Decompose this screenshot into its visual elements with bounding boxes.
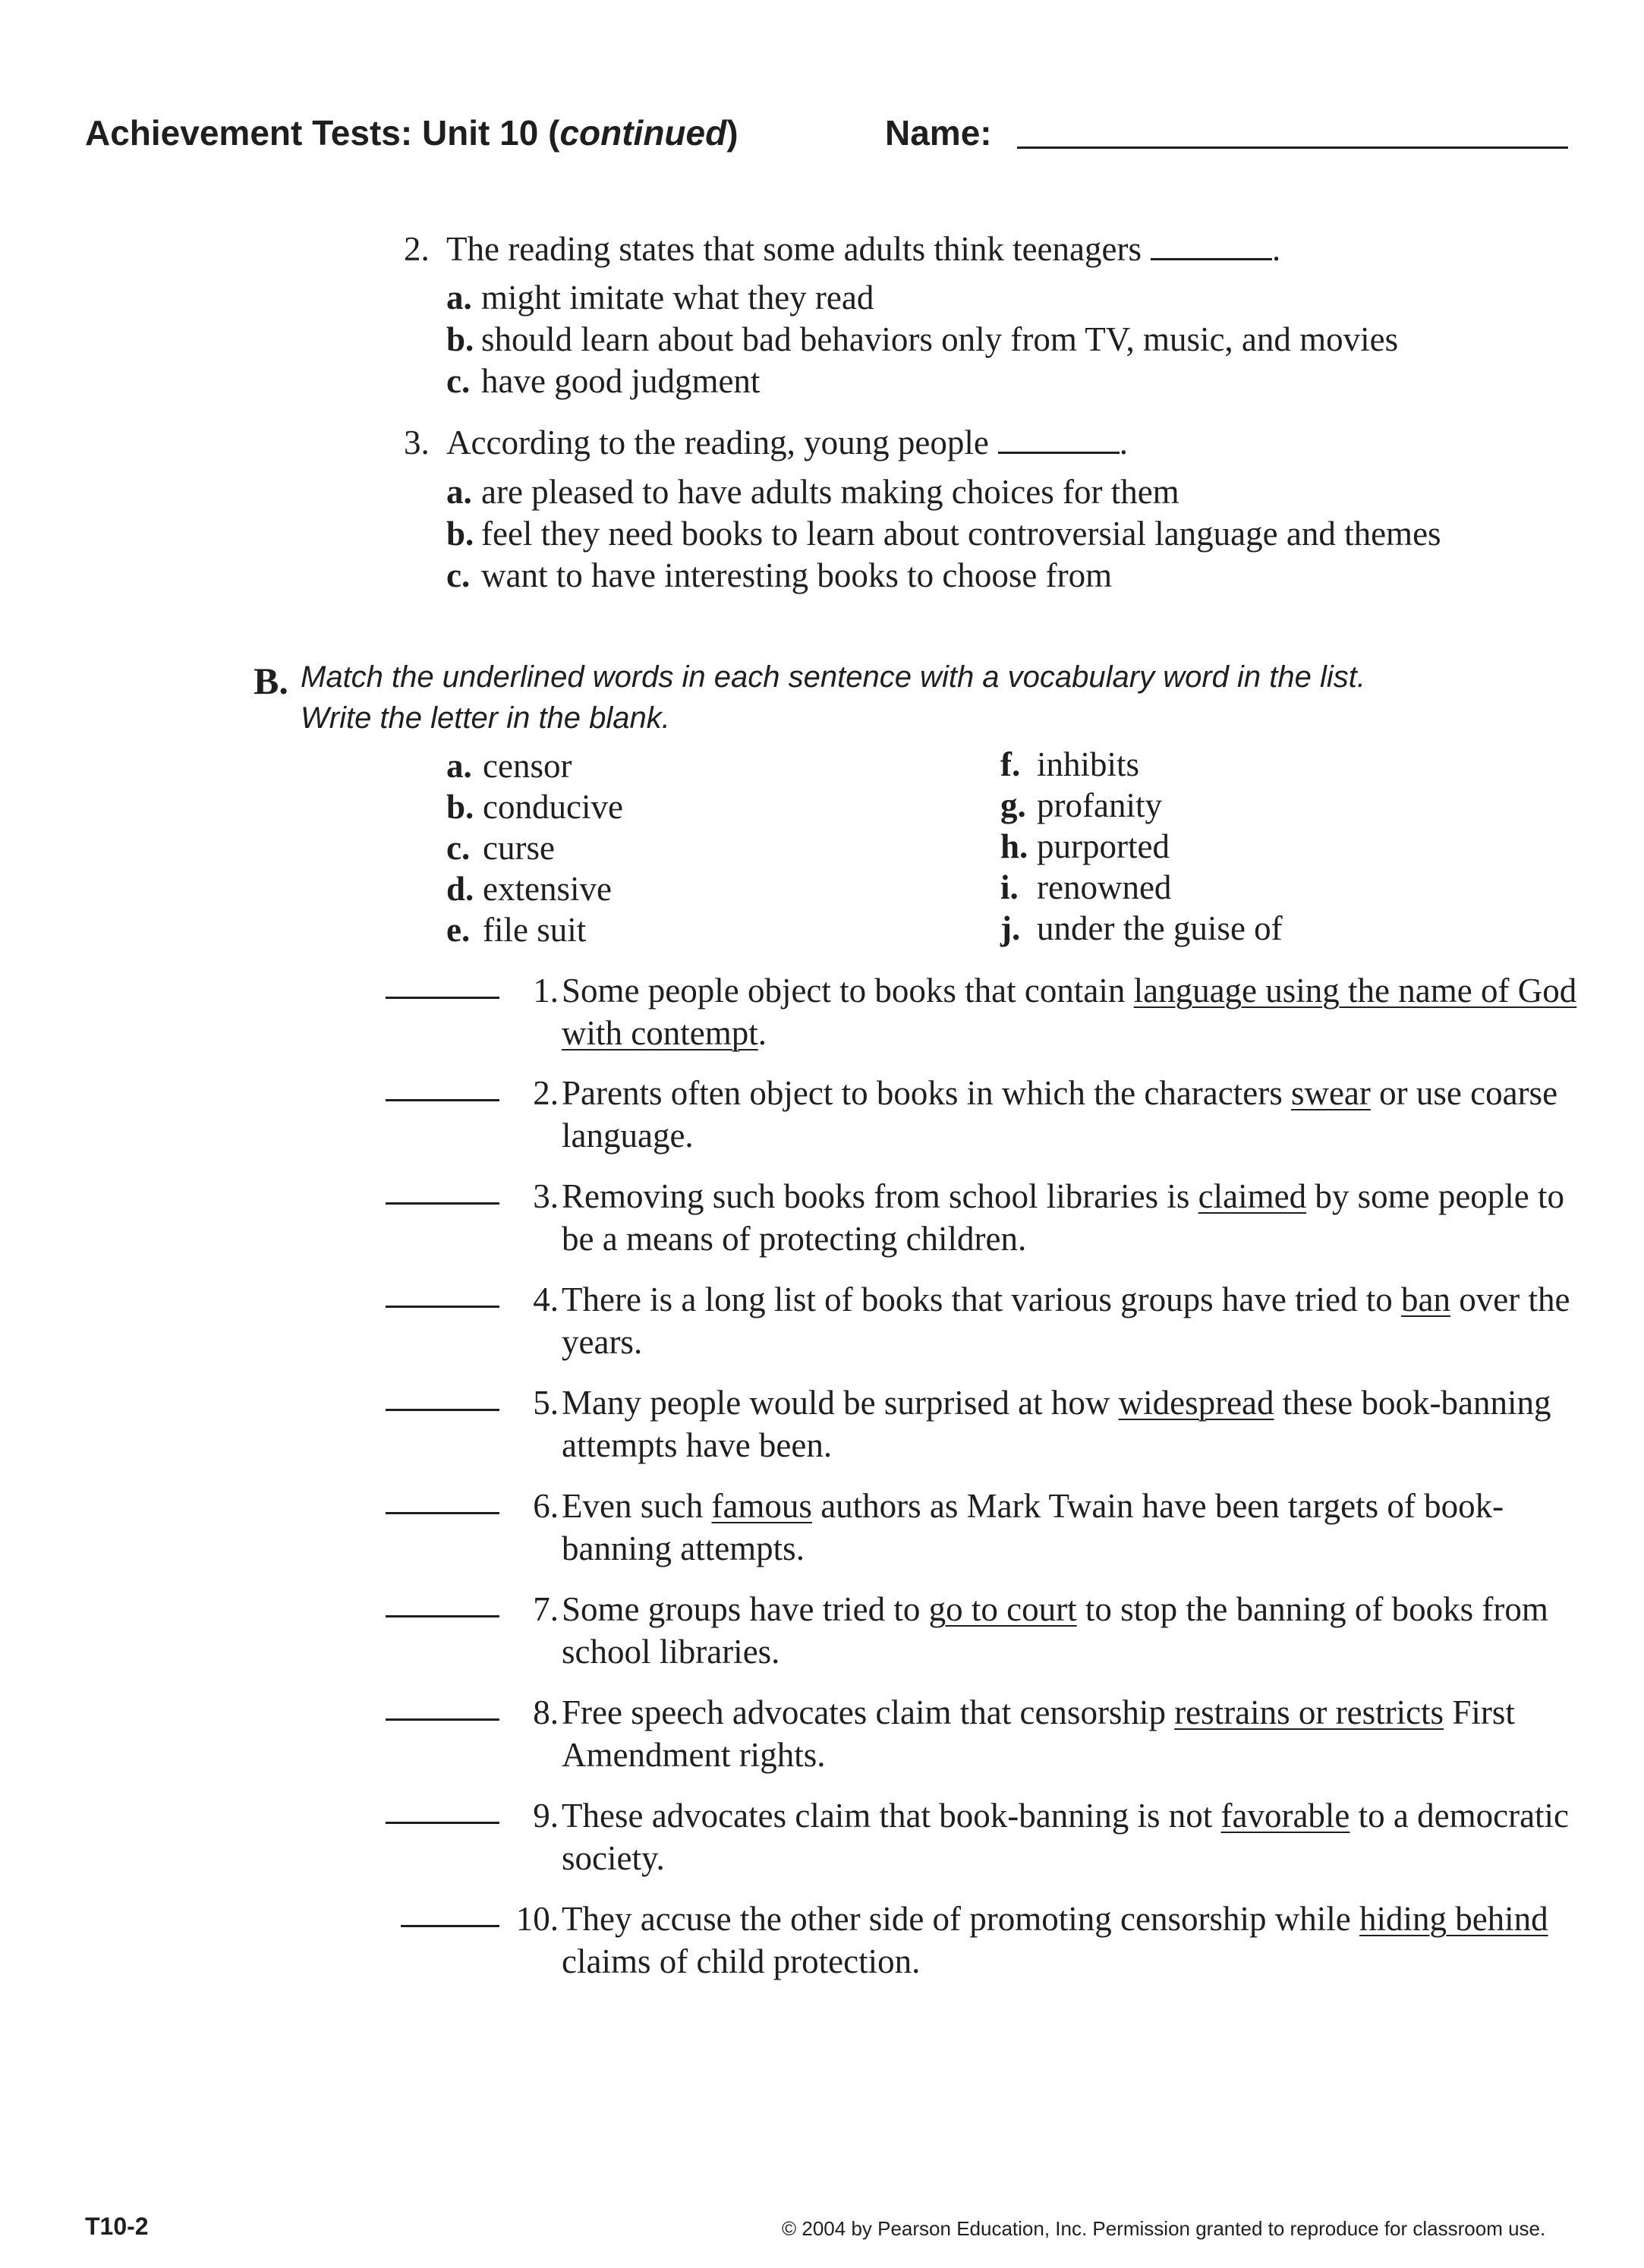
stem-end: . [1271,230,1281,268]
item-number: 1. [533,972,559,1010]
text-after: these book-banning attempts have been. [562,1384,1551,1464]
underlined-phrase: hiding behind [1359,1900,1548,1938]
item-number: 9. [533,1797,559,1835]
option-text: feel they need books to learn about controversial language and themes [481,515,1441,553]
vocab-letter: d. [446,870,474,908]
vocab-letter: i. [1000,868,1019,906]
vocab-letter: g. [1000,786,1026,824]
text-before: Many people would be surprised at how [562,1384,1119,1422]
item-text [562,1278,1579,1363]
stem-end: . [1119,424,1129,461]
option-text: have good judgment [481,362,761,400]
item-number: 10. [515,1900,559,1938]
vocab-item-j [1000,908,1283,950]
vocab-letter: h. [1000,827,1028,865]
title-text: Achievement Tests: Unit 10 ( [85,113,560,153]
vocab-item-a [446,745,572,787]
answer-blank[interactable] [998,423,1120,454]
option-b [446,512,1441,555]
text-before: They accuse the other side of promoting censorship while [562,1900,1359,1938]
option-letter: a. [446,279,472,317]
option-b [446,318,1398,361]
vocab-word: file suit [483,911,587,949]
section-b-instruction-2: Write the letter in the blank. [301,701,670,735]
vocab-letter: f. [1000,745,1021,783]
text-after: or use coarse language. [562,1074,1558,1154]
vocab-letter: c. [446,829,471,867]
option-letter: b. [446,515,474,553]
text-before: These advocates claim that book-banning is not [562,1797,1221,1835]
vocab-word: under the guise of [1037,909,1283,947]
stem-text: The reading states that some adults think teenagers [446,230,1142,268]
page-title [85,112,739,153]
vocab-letter: b. [446,788,474,826]
question-stem [446,228,1280,270]
item-number: 2. [533,1074,559,1112]
answer-blank[interactable] [1151,229,1272,260]
vocab-item-e [446,909,586,951]
page-code: T10-2 [85,2213,149,2240]
copyright-notice: © 2004 by Pearson Education, Inc. Permission granted to reproduce for classroom use. [782,2217,1546,2240]
question-stem [446,421,1128,464]
item-number: 4. [533,1280,559,1318]
vocab-item-f [1000,744,1139,786]
text-before: Some people object to books that contain [562,972,1134,1010]
text-after: to stop the banning of books from school libraries. [562,1590,1548,1671]
stem-text: According to the reading, young people [446,424,989,461]
text-after: claims of child protection. [562,1942,921,1980]
underlined-phrase: go to court [928,1590,1077,1628]
item-text [562,1588,1579,1673]
vocab-letter: j. [1000,909,1021,947]
item-text [562,969,1579,1054]
title-close: ) [726,113,739,153]
answer-blank[interactable] [386,997,499,999]
option-letter: b. [446,320,474,358]
option-text: are pleased to have adults making choices for them [481,473,1179,511]
vocab-letter: a. [446,747,472,785]
vocab-word: renowned [1037,868,1172,906]
text-before: Even such [562,1487,712,1525]
option-a [446,471,1179,513]
vocab-word: extensive [483,870,612,908]
vocab-letter: e. [446,911,471,949]
underlined-phrase: favorable [1220,1797,1350,1835]
option-letter: c. [446,362,471,400]
vocab-item-g [1000,785,1162,827]
option-letter: a. [446,473,472,511]
vocab-item-b [446,786,623,828]
title-italic: continued [559,113,727,153]
item-number: 7. [533,1590,559,1628]
option-a [446,276,874,319]
item-number: 8. [533,1693,559,1731]
text-after: authors as Mark Twain have been targets of book-banning attempts. [562,1487,1504,1567]
text-before: Free speech advocates claim that censorship [562,1693,1175,1731]
vocab-item-i [1000,867,1171,909]
answer-blank[interactable] [386,1202,499,1205]
text-after: First Amendment rights. [562,1693,1515,1774]
text-before: Removing such books from school libraries is [562,1177,1198,1215]
text-before: There is a long list of books that various groups have tried to [562,1280,1402,1318]
item-text [562,1175,1579,1260]
vocab-word: profanity [1037,786,1162,824]
item-text [562,1691,1579,1776]
underlined-phrase: restrains or restricts [1174,1693,1444,1731]
question-number: 3. [404,424,430,461]
vocab-word: curse [483,829,555,867]
option-c [446,360,760,402]
vocab-item-c [446,827,555,869]
text-before: Parents often object to books in which the characters [562,1074,1291,1112]
text-after: to a democratic society. [562,1797,1570,1877]
item-text [562,1898,1579,1983]
underlined-phrase: claimed [1198,1177,1307,1215]
option-text: might imitate what they read [481,279,874,317]
item-text [562,1381,1579,1466]
answer-blank[interactable] [386,1512,499,1514]
text-before: Some groups have tried to [562,1590,929,1628]
text-after: . [757,1014,767,1052]
text-after: over the years. [562,1280,1570,1361]
vocab-word: purported [1037,827,1170,865]
answer-blank[interactable] [386,1615,499,1618]
text-after: by some people to be a means of protecting children. [562,1177,1565,1258]
vocab-word: inhibits [1037,745,1140,783]
underlined-phrase: widespread [1118,1384,1274,1422]
option-c [446,554,1112,597]
item-text [562,1072,1579,1157]
item-number: 5. [533,1384,559,1422]
item-text [562,1485,1579,1570]
name-label: Name: [885,113,992,153]
section-b-instruction: Match the underlined words in each sentence with a vocabulary word in the list. [301,660,1365,694]
item-number: 3. [533,1177,559,1215]
answer-blank[interactable] [401,1925,499,1927]
vocab-word: conducive [483,788,623,826]
underlined-phrase: swear [1290,1074,1371,1112]
question-number: 2. [404,230,430,268]
item-number: 6. [533,1487,559,1525]
answer-blank[interactable] [386,1409,499,1411]
answer-blank[interactable] [386,1306,499,1308]
answer-blank[interactable] [386,1718,499,1721]
vocab-word: censor [483,747,572,785]
vocab-item-h [1000,826,1170,868]
option-text: should learn about bad behaviors only from TV, music, and movies [481,320,1399,358]
answer-blank[interactable] [386,1822,499,1824]
section-b-letter: B. [254,660,288,702]
underlined-phrase: famous [711,1487,812,1525]
option-letter: c. [446,556,471,594]
item-text [562,1794,1579,1879]
vocab-item-d [446,868,612,910]
name-field[interactable] [1017,146,1568,149]
option-text: want to have interesting books to choose from [481,556,1113,594]
underlined-phrase: ban [1401,1280,1451,1318]
answer-blank[interactable] [386,1099,499,1101]
underlined-phrase: language using the name of God with contempt [562,972,1577,1052]
